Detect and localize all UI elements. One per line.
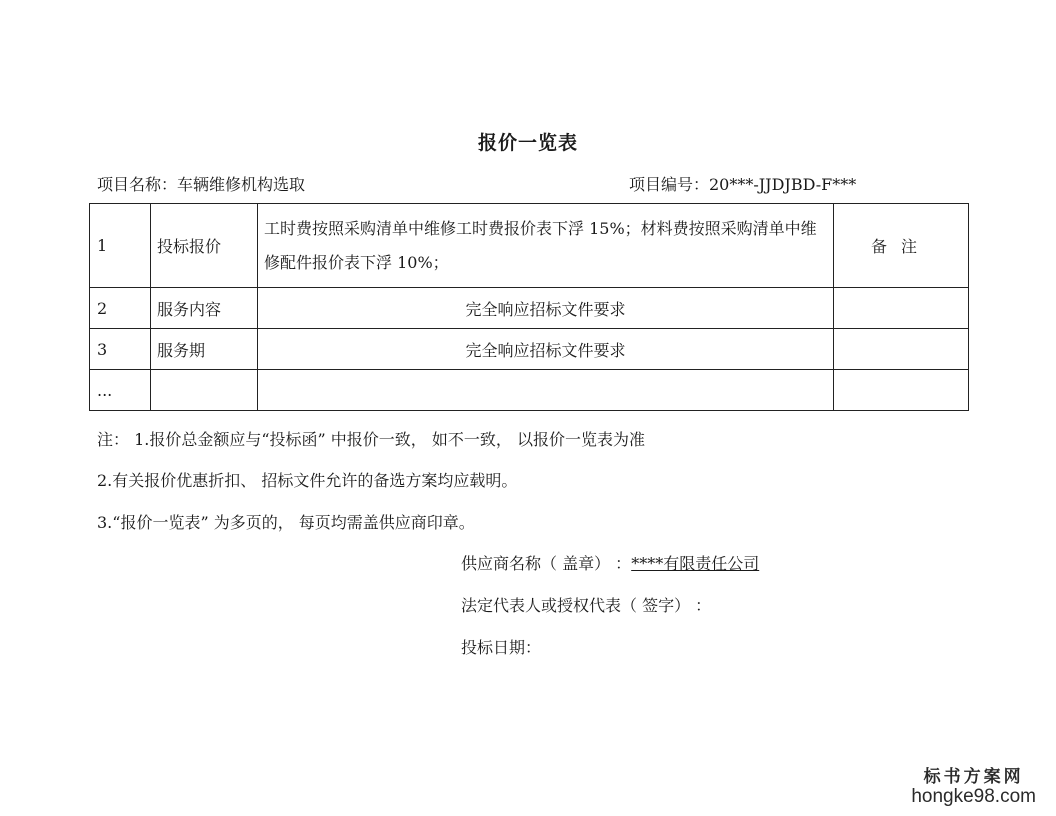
row-item: 投标报价 [151,204,258,288]
note-1: 注： 1.报价总金额应与“投标函” 中报价一致， 如不一致， 以报价一览表为准 [97,430,645,449]
quote-table [89,203,969,411]
row-content: 完全响应招标文件要求 [258,288,834,329]
row-remark [834,370,969,411]
row-item [151,370,258,411]
representative-line: 法定代表人或授权代表（ 签字） ： [461,596,712,615]
table-row [90,370,969,411]
supplier-value: ****有限责任公司 [631,554,760,573]
supplier-label: 供应商名称（ 盖章） ： [461,554,632,573]
watermark-line2: hongke98.com [911,785,1036,807]
row-item: 服务期 [151,329,258,370]
row-content: 工时费按照采购清单中维修工时费报价表下浮 15%；材料费按照采购清单中维修配件报价表下浮 10%； [258,204,834,288]
row-content [258,370,834,411]
row-remark [834,288,969,329]
table-row [90,204,969,288]
row-remark [834,329,969,370]
table-row [90,329,969,370]
watermark-line1: 标书方案网 [923,767,1024,787]
row-number: ... [90,370,151,411]
row-number: 1 [90,204,151,288]
watermark [911,768,1036,808]
table-row [90,288,969,329]
note-3: 3.“报价一览表” 为多页的， 每页均需盖供应商印章。 [97,513,475,532]
row-item: 服务内容 [151,288,258,329]
supplier-line [461,551,759,574]
page-title: 报价一览表 [477,132,578,154]
note-2: 2.有关报价优惠折扣、 招标文件允许的备选方案均应载明。 [97,471,518,490]
row-content: 完全响应招标文件要求 [258,329,834,370]
project-name: 项目名称：车辆维修机构选取 [97,175,306,194]
row-number: 2 [90,288,151,329]
row-number: 3 [90,329,151,370]
project-code: 项目编号：20***-JJDJBD-F*** [629,175,857,194]
row-remark [834,204,969,288]
bid-date-line: 投标日期： [461,638,542,657]
remark-label: 备注 [870,237,931,256]
